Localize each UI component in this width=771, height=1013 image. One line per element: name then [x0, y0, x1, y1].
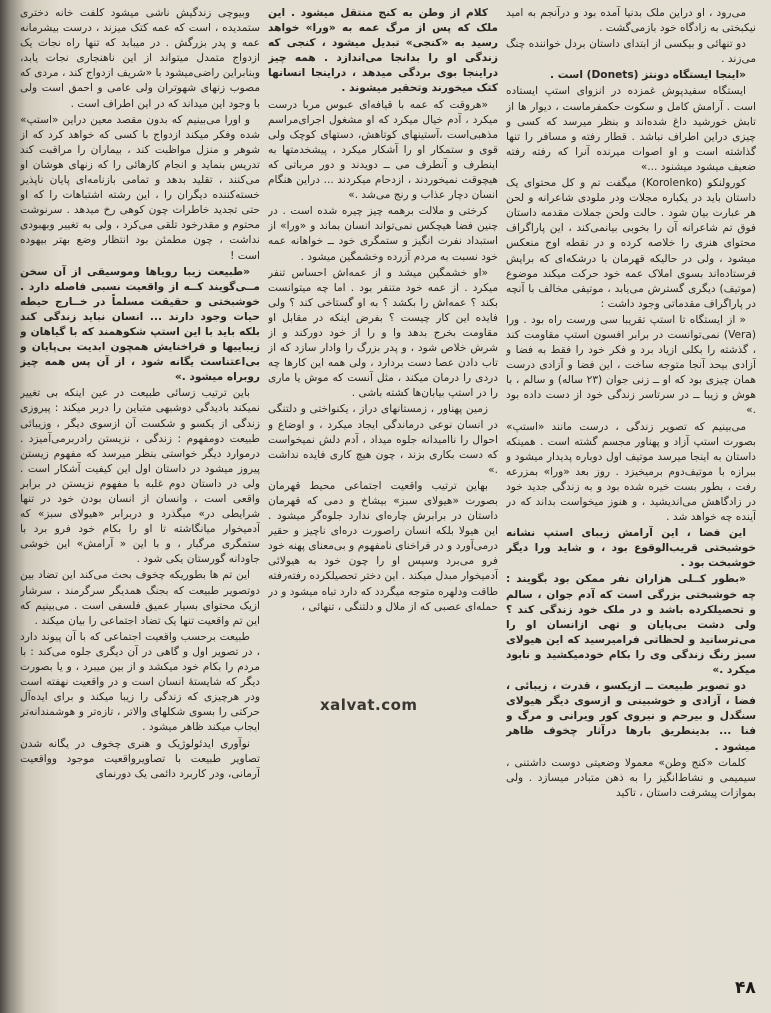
paragraph: این تم ها بطوریکه چخوف بحث می‌کند این تضاد بین دوتصویر طبیعت که بجنگ همدیگر سرگرمند ، سرشار ازیک محتوای بسیار عمیق فلسفی است . می‌بینیم که این تم واقعیت تنها یک تضاد اجتماعی را بیان میکند .: [20, 569, 260, 627]
text-column-right: [506, 6, 756, 966]
paragraph: «طبیعت زیبا رویاها وموسیقی از آن سخن مــی‌گویند کــه از واقعیت نسبی فاصله دارد . خوشبختی و حقیقت مسلماً در خــارج حیطه حیات وجود دارند ... انسان نباید زندگی کند بلکه باید با این استپ شکوهمند که با گیاهان و زیباییها و فراخنایش همچون ابدیت بی‌پایان و بی‌اعتناست یگانه شود ، از آن پس همه چیز روبراه میشود .»: [20, 265, 260, 384]
paragraph: «او خشمگین میشد و از عمه‌اش احساس تنفر میکرد . از عمه خود متنفر بود . اما چه میتوانست بکند ؟ عمه‌اش را بکشد ؟ به او گستاخی کند ؟ ولی فایده این کار چیست ؟ بفرض اینکه در مقابل او مقاومت بخرج بدهد وا و را از خود دورکند و از شرش خلاص شود ، و پدر بزرگ را وادار سازد که از تاب دادن عصا دست بردارد ، ولی همه این کارها چه دردی را درمان میکند ، مثل آنست که موش یا ماری را در استپ بیابان‌ها کشته باشی .: [268, 266, 498, 400]
page-number: ۴۸: [735, 978, 756, 998]
paragraph: می‌رود ، او دراین ملک بدنیا آمده بود و درآنجم به امید نیکبختی به زادگاه خود بازمی‌گشت .: [506, 7, 756, 35]
paragraph: و اورا می‌بینیم که بدون مقصد معین دراین «استپ» شده وفکر میکند ازدواج با کسی که خواهد کرد که از شوهر و منزل مواظبت کند ، بیماران را مراقبت کند تدریس بنماید و انجام کارهائی را که زنهای هوشان او می‌کنند ، تقلید بدهد و تمامی بازنامه‌ای پایان ناپذیر خسته‌کننده دیگران را ، این رشته اشتباهات را که او حتی تجدید خاطرات چون کوهی رخ میدهد . سرنوشت محتوم و مقدرخود تلقی می‌کرد ، ولی به تغییر وبهبودی نداشت ، چون مطمئن بود انتظار وضع بهتر بیهوده است !: [20, 113, 260, 262]
watermark: xalvat.com: [320, 696, 418, 714]
paragraph: کورولنکو (Korolenko) میگفت تم و کل محتوای یک داستان باید در یکباره مجلات ودر ملودی شاعرانه و لحن هر عبارت بیان شود . حالت ولحن جملات مقدمه داستان فوق تم شاعرانه آن را بخوبی بیانمی‌کند ، این پاراگراف محتوای هنری را خلاصه کرده و در نقطه اوج منعکس میشود ، ولی در حالیکه قهرمان با درشکه‌ای که برایش فرستاده‌اند بسوی املاک عمه خود حرکت میکند موضوع (موتیف) دیگری گسترش می‌یابد ، موتیفی مخالف با آنچه در پاراگراف مقدماتی وجود داشت :: [506, 177, 756, 310]
paragraph: می‌بینیم که تصویر زندگی ، درست مانند «استپ» بصورت استپ آزاد و پهناور مجسم گشته است . همینکه داستان به اینجا میرسد موتیف اول دوباره پدیدار میشود و ببرازه با موتیف‌دوم برمیخیزد . روز بعد «ورا» بمزرعه رفت ، بطور بست خیره شده بود و به زندگی جدید خود در زادگاهش می‌اندیشید ، و هنوز میخواست بداند که در آینده چه خواهد شد .: [506, 420, 756, 524]
paragraph: « از ایستگاه تا استپ تقریبا سی ورست راه بود . ورا (Vera) نمی‌توانست در برابر افسون استپ مقاومت کند ، گذشته را بکلی ازیاد برد و فکر خود را فقط به فضا و آزادی بیحد آنجا متوجه ساخت ، این فضا و آزادی درست همان چیزی بود که او ــ زنی جوان (۲۳ ساله) و سالم ، با هوش و زیبا ــ در سرتاسر زندگی خود از دست داده بود .»: [506, 313, 756, 417]
paragraph: کرختی و ملالت برهمه چیز چیره شده است . در چنین فضا هیچکس نمی‌تواند انسان بماند و «ورا» از استبداد نفرت انگیز و ستمگری خود ــ خواهانه عمه خود نسبت به مردم آزرده وخشمگین میشود .: [268, 205, 498, 263]
paragraph: ایستگاه سفیدپوش غمزده در انزوای استپ ایستاده است . آرامش کامل و سکوت حکمفرماست ، دیوار ها از تابش خورشید داغ شده‌اند و بنظر میرسد که کسی و چیزی دراین اطراف نباشد . قطار رفته و مسافر را تنها گذاشته است و او اصوات میرنده آنرا که رفته رفته ضعیف میشود میشنود ...»: [506, 85, 756, 173]
text-column-left: [20, 6, 260, 1006]
paragraph: باین ترتیب زسائی طبیعت در عین اینکه بی تغییر نمیکند بادیدگی دوشبهی متباین را دربر میکند : پیروزی زندگی از یکسو و شکست آن ازسوی دیگر ، وزیبائی طبیعت دومفهوم : زندگی ، نزیستن رادربرمی‌آمیزد . درموارد دیگر خواستی بنظر میرسد که مفهوم زیستن پیروز میشود در داستان اول این کیفیت آشکار است . ولی در داستان دوم غلبه با مفهوم نزیستن در برابر واقعی است ، وانسان از انسان بودن خود در تنها شرایطی در» میگذرد و دربرابر «هیولای سبز» که آدمیخوار میانگاشته تا او را بکام خود فرو برد با ستمگری مرگبار ، و با این « آرامش» این خوشی جاودانه گورستان یکی شود .: [20, 387, 260, 566]
paragraph: دو تصویر طبیعت ــ ازیکسو ، قدرت ، زیبائی ، فضا ، آزادی و خوشبینی و ازسوی دیگر هیولای سنگدل و بیرحم و نیروی کور ویرانی و مرگ و فنا ... بدینطریق بارها درآثار چخوف ظاهر میشود .: [506, 680, 756, 753]
paragraph: کلام از وطن به کنج منتقل میشود . این ملک که پس از مرگ عمه به «ورا» خواهد رسید به «کنجی» تبدیل میشود ، کنجی که زندگی او را بدانجا می‌اندازد . همه چیز دراینجا بوی بردگی میدهد ، دراینجا انسانها کتک میخورند وتحقیر میشوند .: [268, 7, 498, 95]
paragraph: دو تنهائی و بیکسی از ابتدای داستان بردل خواننده چنگ می‌زند .: [506, 38, 756, 66]
text-column-middle: [268, 6, 498, 966]
paragraph: این فضا ، این آرامش زیبای استپ نشانه خوشبختی قریب‌الوقوع بود ، و شاید ورا دیگر خوشبخت بود .: [506, 527, 756, 570]
paragraph: «اینجا ایستگاه دونتز (Donets) است .: [549, 69, 746, 82]
paragraph: طبیعت برحسب واقعیت اجتماعی که با آن پیوند دارد ، در تصویر اول و گاهی در آن دیگری جلوه می‌کند : با مردم را بکام خود میکشد و از بین میبرد ، و یا بصورت دیگر که شایستهٔ انسان است و در واقعیت نهفته است ودر هرچیزی که زندگی را زیبا میکند و برای ایده‌آل حرکتی را بسوی شکلهای والاتر ، تازه‌تر و هوشمندانه‌تر ایجاب میکند ظاهر میشود .: [20, 630, 260, 734]
paragraph: زمین پهناور ، زمستانهای دراز ، یکنواختی و دلتنگی در انسان نوعی درماندگی ایجاد میکرد ، و اوضاع و احوال را ناامیدانه جلوه میداد ، آدم دلش نمیخواست که دست بکاری بزند ، چون هیچ کاری فایده نداشت .»: [268, 403, 498, 476]
paragraph: «هروقت که عمه با قیافه‌ای عبوس مربا درست میکرد ، آدم خیال میکرد که او مشغول اجرای‌مراسم مذهبی‌است ،آستینهای کوتاهش، دستهای کوچک ولی قوی و ستمکار او را آشکار میکرد ، پیشخدمتها به اینطرف و آنطرف می ــ دویدند و دور مرباتی که هیچوقت نمیخوردند ، ازدحام میکردند ... دراین هنگام انسان دچار عذاب و رنج می‌شد .»: [268, 98, 498, 202]
paragraph: کلمات «کنج وطن» معمولا وضعیتی دوست داشتنی ، سیمیمی و نشاط‌انگیز را به ذهن متبادر میسازد . ولی بموازات پیشرفت داستان ، تاکید: [506, 756, 756, 799]
paragraph: نوآوری ایدئولوژیک و هنری چخوف در یگانه شدن تصاویر طبیعت با تصاویرواقعیت موجود وواقعیت آرمانی، ودر کاربرد دائمی یک دورنمای: [20, 737, 260, 780]
paragraph: بهاین ترتیب واقعیت اجتماعی محیط قهرمان بصورت «هیولای سبز» بیشاخ و دمی که قهرمان داستان در برابرش چاره‌ای ندارد جلوه‌گر میشود . این هیولا بلکه انسان راصورت دره‌ای ناچیز و حقیر درمی‌آورد و در فراخنای نامفهوم و بی‌معنای پهنه خود فرو می‌برد وسپس او را چون خود به هیولائی آدمیخوار مبدل میکند . این دختر تحصیلکرده رفته‌رفته طاقت ودلهره متوجه میگردد که دارد تباه میشود و در حمله‌ای عصبی که از ملال و دلتنگی ، تنهائی ،: [268, 479, 498, 613]
paragraph: «بطور کــلی هزاران نفر ممکن بود بگویند : چه خوشبختی بزرگی است که آدم جوان ، سالم و تحصیلکرده باشد و در ملک خود زندگی کند ؟ ولی دشت بی‌پایان و تهی ازانسان او را می‌ترسانید و لحظاتی فرامیرسید که این هیولای سبز رنگ زندگی وی را بکام خودمیکشید و نابود میکرد .»: [506, 573, 756, 677]
paragraph: وبیوچی زندگیش ناشی میشود کلفت خانه دختری ستمدیده ، است که عمه کتک میزند ، درست بیشرمانه عمه و پدر بزرگش . در میبابد که تنها راه نجات یک ازدواج متمدل میتواند از این ناهنجاری نجات یابد، وبنابراین راضی‌میشود با «شریف ازدواج کند ، مردی که مصوب زنهای شهوتران ولی عامی و احمق است ولی با وجود این میداند که در این اطراف است .: [20, 7, 260, 110]
